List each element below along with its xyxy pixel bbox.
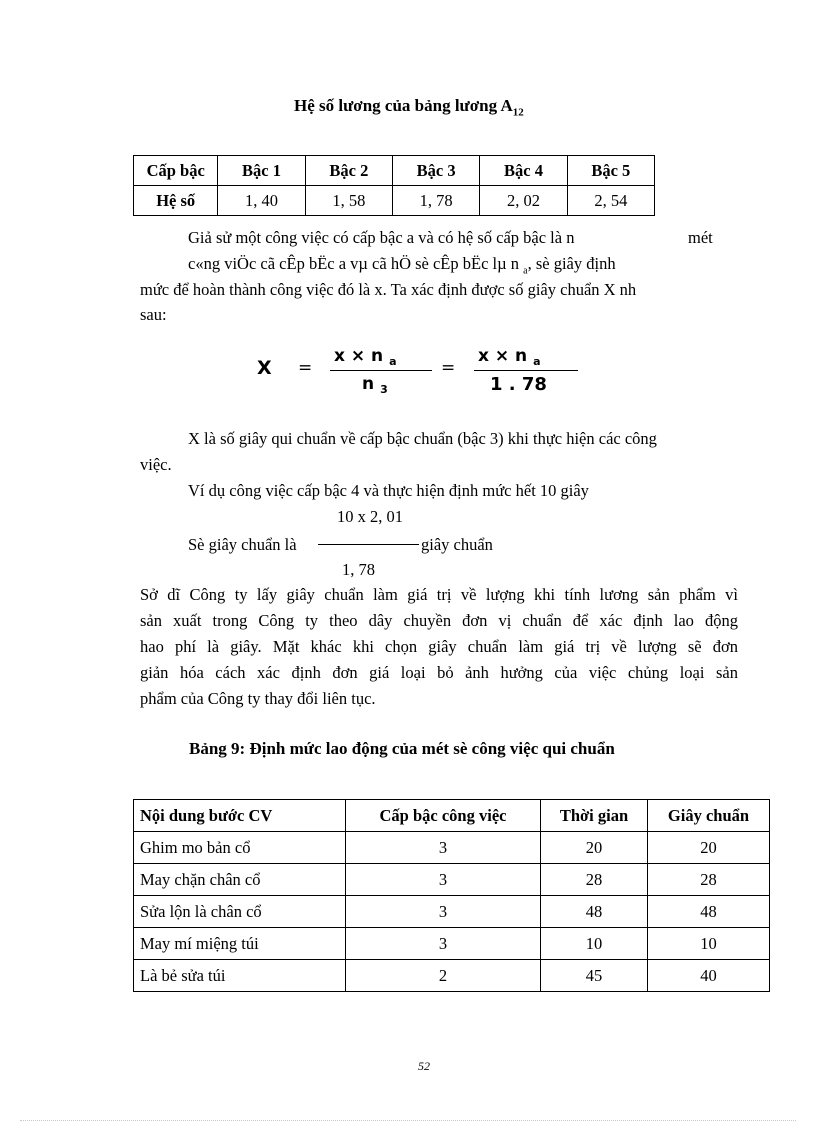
- coefficient-table: [133, 155, 655, 216]
- para3-line: giản hóa cách xác định đơn giá loại bỏ ảnh hưởng của việc chủng loại sản: [140, 663, 738, 682]
- table-cell: 48: [648, 896, 770, 928]
- table-cell: 3: [346, 896, 541, 928]
- table-row: [134, 832, 770, 864]
- table-cell: 3: [346, 832, 541, 864]
- title-text: Hệ số lương của bảng lương A: [294, 96, 513, 115]
- table-cell: 2, 54: [567, 186, 654, 216]
- table-cell: Sửa lộn là chân cổ: [134, 896, 346, 928]
- fraction-line-1: [330, 370, 432, 371]
- labor-norm-table: [133, 799, 770, 992]
- table-cell: 3: [346, 864, 541, 896]
- para2-line1: X là số giây qui chuẩn về cấp bậc chuẩn (bậc 3) khi thực hiện các công: [188, 429, 657, 448]
- para1-line4: sau:: [140, 305, 167, 324]
- table-row: [134, 156, 655, 186]
- formula-num2: [478, 346, 541, 368]
- table-cell: 40: [648, 960, 770, 992]
- para3-line: Sở dĩ Công ty lấy giây chuẩn làm giá trị về lượng khi tính lương sản phẩm vì: [140, 585, 738, 604]
- table-cell: 28: [541, 864, 648, 896]
- formula-den1: [362, 374, 388, 396]
- para2-line2: việc.: [140, 455, 172, 474]
- table-cell: 48: [541, 896, 648, 928]
- table-cell: 10: [541, 928, 648, 960]
- para1-line1a: Giả sử một công việc có cấp bậc a và có hệ số cấp bậc là n: [188, 228, 575, 247]
- para3-line: hao phí là giây. Mặt khác khi chọn giây chuẩn làm giá trị về lượng sẽ đơn: [140, 637, 738, 656]
- table-row: [134, 960, 770, 992]
- para1-line3: mức để hoàn thành công việc đó là x. Ta xác định được số giây chuẩn X nh: [140, 280, 637, 299]
- table-cell: 28: [648, 864, 770, 896]
- page-bottom-divider: [20, 1120, 796, 1121]
- formula-lhs: X: [257, 357, 272, 379]
- example-fraction-line: [318, 544, 419, 545]
- table-header-cell: Nội dung bước CV: [134, 800, 346, 832]
- para1-line2a: c«ng viÖc cã cÊp bËc a vµ cã hÖ sè cÊp bËc lµ n: [188, 254, 520, 273]
- table-header-cell: Thời gian: [541, 800, 648, 832]
- table-cell: 20: [541, 832, 648, 864]
- formula-num2-sub: a: [533, 355, 541, 369]
- table-row: [134, 928, 770, 960]
- table-cell: May chặn chân cổ: [134, 864, 346, 896]
- example-denominator: 1, 78: [342, 560, 375, 579]
- formula-num1-sub: a: [389, 355, 397, 369]
- formula-den1-sub: 3: [380, 383, 388, 397]
- para3-line: phẩm của Công ty thay đổi liên tục.: [140, 689, 376, 708]
- table-header-row: [134, 800, 770, 832]
- table-cell: Bậc 4: [480, 156, 567, 186]
- formula-den1-text: n: [362, 374, 375, 394]
- para1-line2b: , sè giây định: [527, 254, 616, 273]
- formula-num1: [334, 346, 397, 368]
- table-cell: Cấp bậc: [134, 156, 218, 186]
- para1-line2-sub: a: [523, 265, 528, 277]
- page-number: 52: [418, 1059, 430, 1073]
- table-cell: May mí miệng túi: [134, 928, 346, 960]
- para1-line1b: mét: [688, 228, 713, 247]
- table-cell: Bậc 2: [305, 156, 392, 186]
- table-row: [134, 186, 655, 216]
- table-cell: Ghim mo bản cổ: [134, 832, 346, 864]
- table-row: [134, 896, 770, 928]
- formula-num1-text: x × n: [334, 346, 384, 366]
- example-label: Sè giây chuẩn là: [188, 535, 297, 554]
- table-cell: Bậc 1: [218, 156, 305, 186]
- table-cell: 2, 02: [480, 186, 567, 216]
- table-cell: Bậc 3: [393, 156, 480, 186]
- para3-line: sản xuất trong Công ty theo dây chuyền đơn vị chuẩn để xác định lao động: [140, 611, 738, 630]
- example-numerator: 10 x 2, 01: [337, 507, 403, 526]
- fraction-line-2: [474, 370, 578, 371]
- table-row: [134, 864, 770, 896]
- table-cell: 20: [648, 832, 770, 864]
- example-line: Ví dụ công việc cấp bậc 4 và thực hiện định mức hết 10 giây: [188, 481, 589, 500]
- formula-den2: 1 . 78: [490, 374, 547, 395]
- table2-title: Bảng 9: Định mức lao động của mét sè công việc qui chuẩn: [189, 739, 615, 758]
- table-header-cell: Cấp bậc công việc: [346, 800, 541, 832]
- para1-line2: [188, 254, 616, 276]
- title-subscript: 12: [512, 106, 524, 119]
- formula-eq1: =: [298, 358, 313, 378]
- table-cell: 2: [346, 960, 541, 992]
- table-header-cell: Giây chuẩn: [648, 800, 770, 832]
- page-title: [294, 96, 524, 118]
- table-cell: 1, 58: [305, 186, 392, 216]
- table-cell: Hệ số: [134, 186, 218, 216]
- formula-eq2: =: [441, 358, 456, 378]
- example-unit: giây chuẩn: [421, 535, 493, 554]
- table-cell: 1, 40: [218, 186, 305, 216]
- table-cell: Là bẻ sửa túi: [134, 960, 346, 992]
- table-cell: 3: [346, 928, 541, 960]
- formula-num2-text: x × n: [478, 346, 528, 366]
- table-cell: 10: [648, 928, 770, 960]
- table-cell: 1, 78: [393, 186, 480, 216]
- table-cell: 45: [541, 960, 648, 992]
- table-cell: Bậc 5: [567, 156, 654, 186]
